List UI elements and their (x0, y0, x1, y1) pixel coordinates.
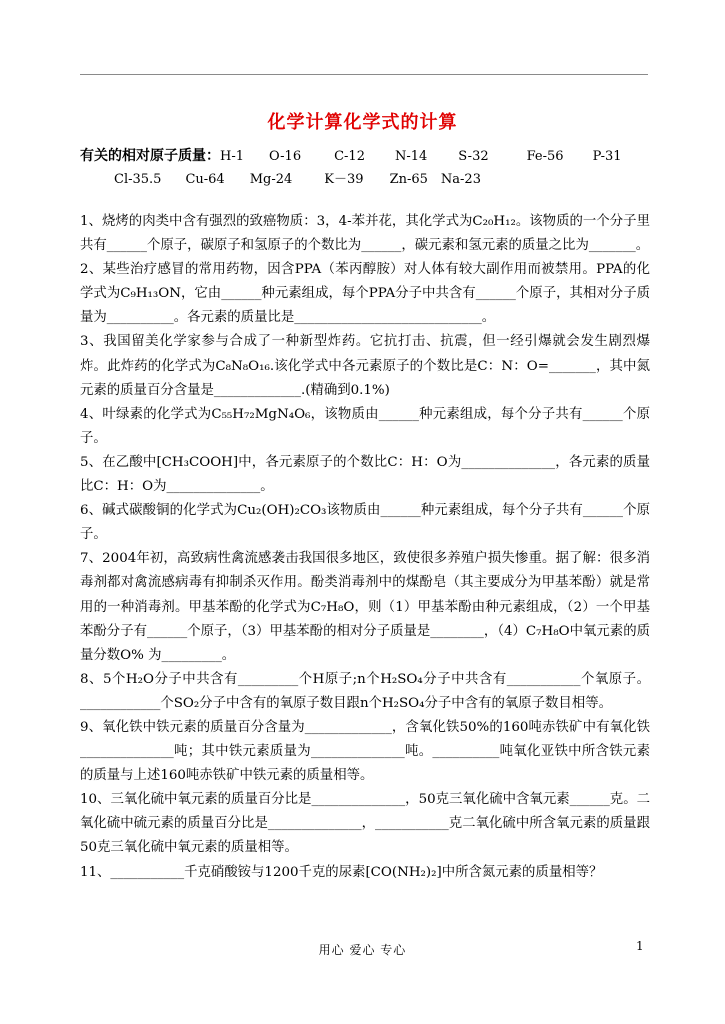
question-4: 4、叶绿素的化学式为C₅₅H₇₂MgN₄O₆，该物质由______种元素组成，每个分子共有______个原子。 (80, 406, 650, 446)
question-list (80, 210, 650, 885)
page-number: 1 (636, 939, 644, 953)
question-2: 2、某些治疗感冒的常用药物，因含PPA（苯丙醇胺）对人体有较大副作用而被禁用。PPA的化学式为C₉H₁₃ON，它由______种元素组成，每个PPA分子中共含有______个原子，其相对分子质量为__________。各元素的质量比是____________________________。 (80, 262, 650, 326)
question-9: 9、氧化铁中铁元素的质量百分含量为_____________，含氧化铁50%的160吨赤铁矿中有氧化铁______________吨；其中铁元素质量为______________吨。__________吨氧化亚铁中所含铁元素的质量与上述160吨赤铁矿中铁元素的质量相等。 (80, 719, 650, 784)
atomic-mass-heading: 有关的相对原子质量： (80, 148, 220, 164)
mass-na: Na-23 (440, 172, 481, 187)
mass-fe: Fe-56 (526, 149, 564, 164)
question-1: 1、烧烤的肉类中含有强烈的致癌物质：3，4-苯并花，其化学式为C₂₀H₁₂。该物质的一个分子里共有______个原子，碳原子和氢原子的个数比为______，碳元素和氢元素的质量之比为_______。 (80, 214, 650, 254)
question-7: 7、2004年初，高致病性禽流感袭击我国很多地区，致使很多养殖户损失惨重。据了解：很多消毒剂都对禽流感病毒有抑制杀灭作用。酚类消毒剂中的煤酚皂（其主要成分为甲基苯酚）就是常用的一种消毒剂。甲基苯酚的化学式为C₇H₈O，则（1）甲基苯酚由种元素组成，（2）一个甲基苯酚分子有______个原子，（3）甲基苯酚的相对分子质量是________，（4）C₇H₈O中氧元素的质量分数O% 为_________。 (80, 551, 650, 663)
question-5: 5、在乙酸中[CH₃COOH]中，各元素原子的个数比C：H：O为______________，各元素的质量比C：H：O为______________。 (80, 454, 650, 495)
mass-c: C-12 (334, 149, 365, 164)
page-title: 化学计算化学式的计算 (267, 112, 458, 133)
question-6: 6、碱式碳酸铜的化学式为Cu₂(OH)₂CO₃该物质由______种元素组成，每个分子共有______个原子。 (80, 503, 650, 543)
mass-p: P-31 (592, 149, 622, 164)
atomic-mass-row-2 (114, 168, 481, 187)
question-3: 3、我国留美化学家参与合成了一种新型炸药。它抗打击、抗震，但一经引爆就会发生剧烈爆炸。此炸药的化学式为C₈N₈O₁₆.该化学式中各元素原子的个数比是C：N：O=_______，其中氮元素的质量百分含量是_____________.(精确到0.1%) (80, 334, 650, 398)
header-rule (80, 74, 648, 75)
mass-h: H-1 (220, 149, 245, 164)
mass-cu: Cu-64 (185, 172, 225, 187)
atomic-mass-row-1 (80, 145, 622, 165)
mass-n: N-14 (394, 149, 428, 164)
mass-k: K－39 (324, 172, 364, 187)
page-footer: 用心 爱心 专心 (318, 943, 407, 957)
question-10: 10、三氧化硫中氧元素的质量百分比是______________，50克三氧化硫中含氧元素______克。二氧化硫中硫元素的质量百分比是______________，___________克二氧化硫中所含氧元素的质量跟50克三氧化硫中氧元素的质量相等。 (80, 792, 650, 856)
mass-cl: Cl-35.5 (114, 172, 162, 187)
mass-mg: Mg-24 (249, 172, 293, 187)
mass-o: O-16 (269, 149, 302, 164)
mass-zn: Zn-65 (389, 172, 428, 187)
mass-s: S-32 (458, 149, 489, 164)
question-8: 8、5个H₂O分子中共含有_________个H原子;n个H₂SO₄分子中共含有___________个氧原子。____________个SO₂分子中含有的氧原子数目跟n个H₂SO₄分子中含有的氧原子数目相等。 (80, 671, 650, 711)
question-11: 11、___________千克硝酸铵与1200千克的尿素[CO(NH₂)₂]中所含氮元素的质量相等？ (80, 864, 603, 880)
